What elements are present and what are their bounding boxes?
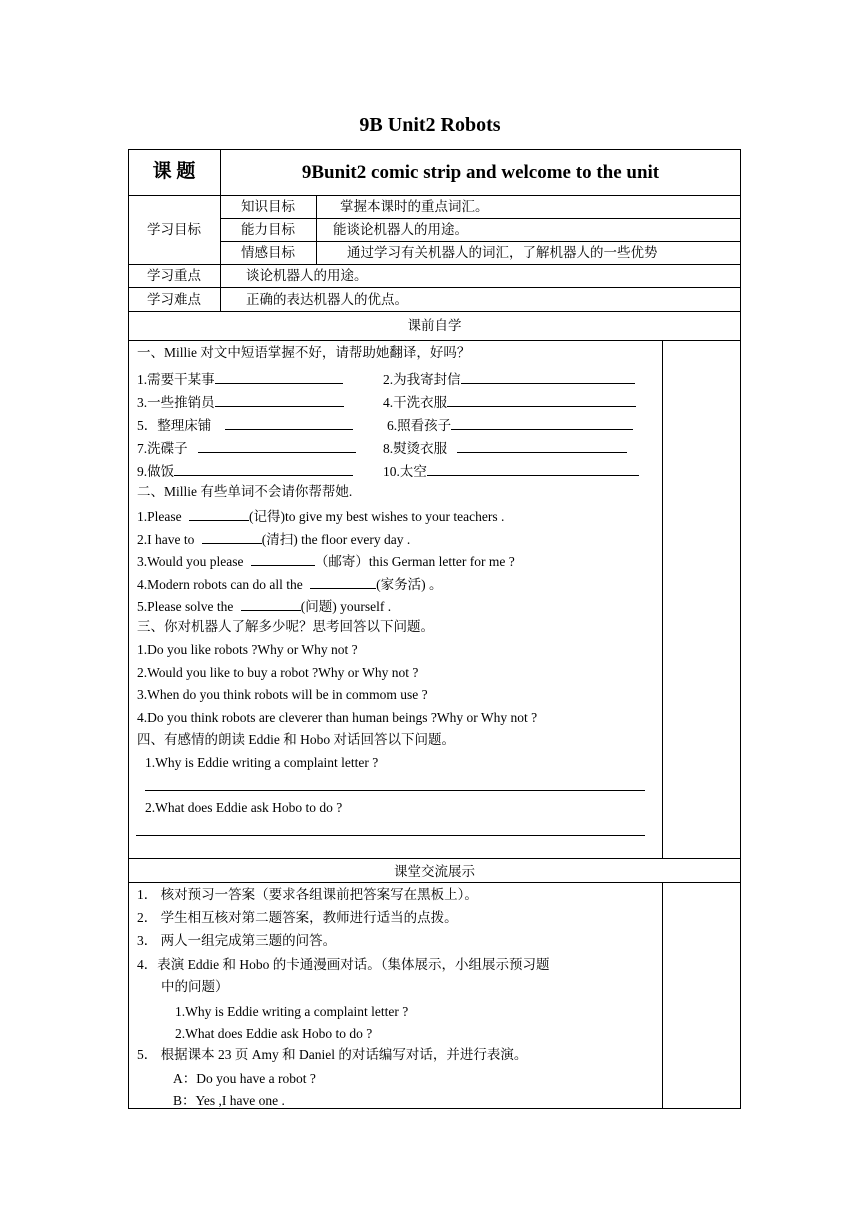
goal-type: 知识目标: [241, 199, 295, 214]
phrase-item: 10.太空: [383, 461, 639, 480]
key-point-label: 学习重点: [147, 268, 201, 283]
row-divider: [128, 858, 741, 859]
goal-text: 能谈论机器人的用途。: [333, 222, 468, 237]
answer-line[interactable]: [136, 835, 645, 836]
goal-type: 情感目标: [241, 245, 295, 260]
classroom-item: 4．表演 Eddie 和 Hobo 的卡通漫画对话。（集体展示，小组展示预习题: [137, 957, 550, 972]
answer-blank[interactable]: [198, 438, 356, 453]
answer-blank[interactable]: [189, 506, 249, 521]
phrase-item: 3.一些推销员: [137, 392, 344, 411]
question-item: 2.Would you like to buy a robot ?Why or Why not ?: [137, 665, 419, 680]
part4-title: 四、有感情的朗读 Eddie 和 Hobo 对话回答以下问题。: [137, 732, 455, 747]
document-title: 9B Unit2 Robots: [359, 114, 501, 136]
phrase-item: 8.熨烫衣服: [383, 438, 627, 457]
classroom-item: 1.Why is Eddie writing a complaint letter ?: [175, 1004, 409, 1019]
answer-blank[interactable]: [202, 529, 262, 544]
phrase-item: 5．整理床铺: [137, 415, 353, 434]
reading-question: 1.Why is Eddie writing a complaint letter ?: [145, 755, 379, 770]
answer-blank[interactable]: [461, 369, 635, 384]
classroom-item: A：Do you have a robot ?: [173, 1071, 316, 1086]
col-divider: [662, 882, 663, 1109]
row-divider: [128, 340, 741, 341]
difficulty-label: 学习难点: [147, 292, 201, 307]
fill-item: 3.Would you please （邮寄）this German letter for me ?: [137, 551, 515, 570]
classroom-item: 3． 两人一组完成第三题的问答。: [137, 933, 337, 948]
col-divider: [316, 195, 317, 264]
goal-type: 能力目标: [241, 222, 295, 237]
answer-blank[interactable]: [215, 369, 343, 384]
question-item: 4.Do you think robots are cleverer than human beings ?Why or Why not ?: [137, 710, 538, 725]
answer-blank[interactable]: [215, 392, 344, 407]
phrase-item: 2.为我寄封信: [383, 369, 635, 388]
goals-label: 学习目标: [147, 222, 201, 237]
phrase-item: 4.干洗衣服: [383, 392, 636, 411]
answer-blank[interactable]: [427, 461, 639, 476]
topic-text: 9Bunit2 comic strip and welcome to the unit: [301, 162, 660, 183]
answer-blank[interactable]: [225, 415, 353, 430]
classroom-item: 2.What does Eddie ask Hobo to do ?: [175, 1026, 373, 1041]
phrase-item: 9.做饭: [137, 461, 353, 480]
classroom-item: B：Yes ,I have one .: [173, 1093, 285, 1108]
topic-label: 课 题: [152, 161, 196, 182]
col-divider: [662, 340, 663, 858]
answer-blank[interactable]: [174, 461, 353, 476]
classroom-item: 5． 根据课本 23 页 Amy 和 Daniel 的对话编写对话，并进行表演。: [137, 1047, 528, 1062]
phrase-item: 6.照看孩子: [387, 415, 633, 434]
answer-line[interactable]: [145, 790, 645, 791]
answer-blank[interactable]: [241, 596, 301, 611]
fill-item: 5.Please solve the (问题) yourself .: [137, 596, 391, 615]
row-divider: [220, 218, 741, 219]
classroom-item: 中的问题）: [161, 979, 229, 994]
difficulty-text: 正确的表达机器人的优点。: [246, 292, 408, 307]
part3-title: 三、你对机器人了解多少呢？思考回答以下问题。: [137, 619, 434, 634]
row-divider: [128, 311, 741, 312]
phrase-item: 1.需要干某事: [137, 369, 343, 388]
fill-item: 1.Please (记得)to give my best wishes to your teachers .: [137, 506, 504, 525]
reading-question: 2.What does Eddie ask Hobo to do ?: [145, 800, 343, 815]
phrase-item: 7.洗碟子: [137, 438, 356, 457]
fill-item: 4.Modern robots can do all the (家务活) 。: [137, 574, 442, 593]
answer-blank[interactable]: [310, 574, 376, 589]
answer-blank[interactable]: [447, 392, 636, 407]
question-item: 3.When do you think robots will be in commom use ?: [137, 687, 428, 702]
part2-title: 二、Millie 有些单词不会请你帮帮她.: [137, 484, 353, 499]
answer-blank[interactable]: [457, 438, 627, 453]
classroom-item: 1． 核对预习一答案（要求各组课前把答案写在黑板上）。: [137, 887, 478, 902]
goal-text: 掌握本课时的重点词汇。: [340, 199, 489, 214]
key-point-text: 谈论机器人的用途。: [246, 268, 368, 283]
classroom-heading: 课堂交流展示: [394, 864, 475, 879]
row-divider: [220, 241, 741, 242]
answer-blank[interactable]: [251, 551, 315, 566]
preview-heading: 课前自学: [407, 318, 462, 333]
part1-title: 一、Millie 对文中短语掌握不好，请帮助她翻译，好吗？: [137, 345, 471, 360]
classroom-item: 2． 学生相互核对第二题答案，教师进行适当的点拨。: [137, 910, 458, 925]
fill-item: 2.I have to (清扫) the floor every day .: [137, 529, 410, 548]
row-divider: [128, 882, 741, 883]
goal-text: 通过学习有关机器人的词汇，了解机器人的一些优势: [347, 245, 658, 260]
question-item: 1.Do you like robots ?Why or Why not ?: [137, 642, 358, 657]
answer-blank[interactable]: [451, 415, 633, 430]
